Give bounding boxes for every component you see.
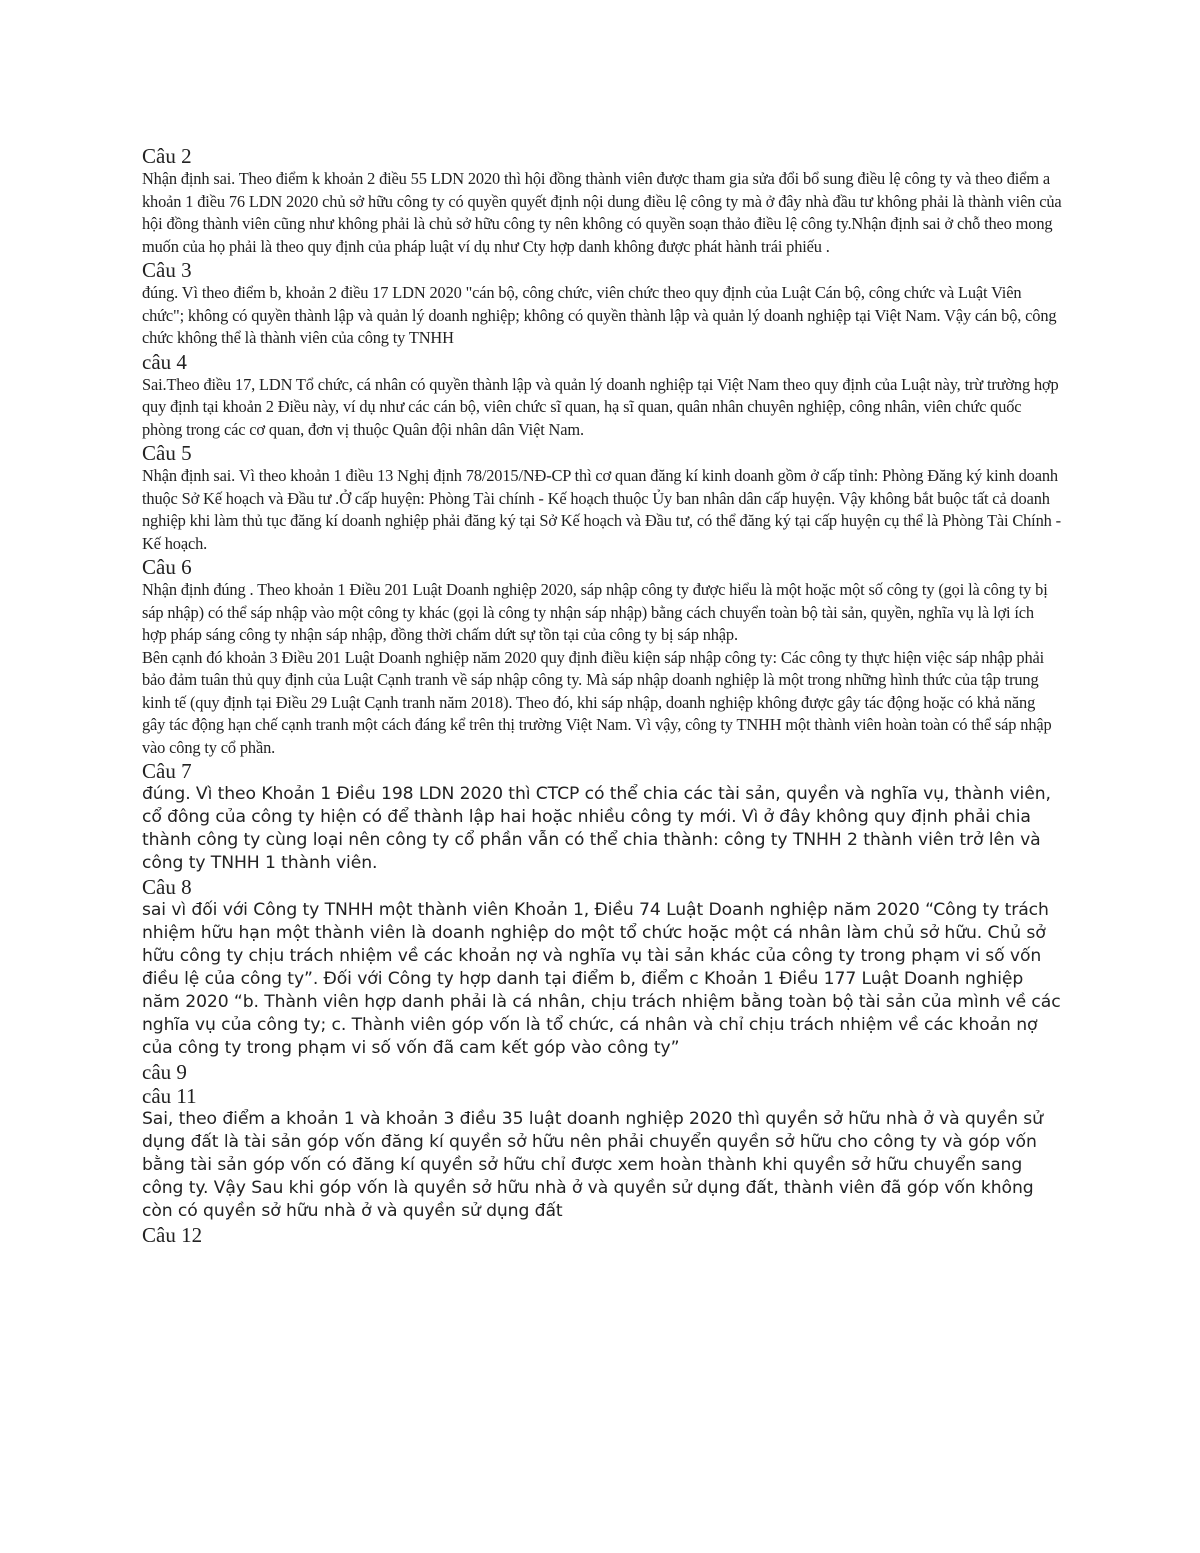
section-paragraph: đúng. Vì theo Khoản 1 Điều 198 LDN 2020 thì CTCP có thể chia các tài sản, quyền và nghĩa vụ, thành viên, cổ đông của công ty hiện có để thành lập hai hoặc nhiều công ty mới. Vì ở đây không quy định phải chia thành công ty cùng loại nên công ty cổ phần vẫn có thể chia thành: công ty TNHH 2 thành viên trở lên và công ty TNHH 1 thành viên. — [142, 784, 1051, 873]
section-cau-11 — [142, 1084, 1062, 1223]
section-cau-4 — [142, 350, 1062, 442]
section-heading: Câu 3 — [142, 258, 192, 282]
section-heading: Câu 2 — [142, 144, 192, 168]
section-cau-8 — [142, 875, 1062, 1060]
document-body — [142, 144, 1062, 1247]
section-paragraph: Bên cạnh đó khoản 3 Điều 201 Luật Doanh nghiệp năm 2020 quy định điều kiện sáp nhập công ty: Các công ty thực hiện việc sáp nhập phải bảo đảm tuân thủ quy định của Luật Cạnh tranh về sáp nhập công ty. Mà sáp nhập doanh nghiệp là một trong những hình thức của tập trung kinh tế (quy định tại Điều 29 Luật Cạnh tranh năm 2018). Theo đó, khi sáp nhập, doanh nghiệp không được gây tác động hoặc có khả năng gây tác động hạn chế cạnh tranh một cách đáng kể trên thị trường Việt Nam. Vì vậy, công ty TNHH một thành viên hoàn toàn có thể sáp nhập vào công ty cổ phần. — [142, 647, 1052, 757]
section-cau-7 — [142, 759, 1062, 875]
section-heading: câu 11 — [142, 1084, 197, 1108]
section-cau-12 — [142, 1223, 1062, 1247]
section-paragraph: Sai, theo điểm a khoản 1 và khoản 3 điều 35 luật doanh nghiệp 2020 thì quyền sở hữu nhà ở và quyền sử dụng đất là tài sản góp vốn đăng kí quyền sở hữu nên phải chuyển quyền sở hữu cho công ty và góp vốn bằng tài sản góp vốn có đăng kí quyền sở hữu chỉ được xem hoàn thành khi quyền sở hữu chuyển sang công ty. Vậy Sau khi góp vốn là quyền sở hữu nhà ở và quyền sử dụng đất, thành viên đã góp vốn không còn có quyền sở hữu nhà ở và quyền sử dụng đất — [142, 1109, 1043, 1221]
section-paragraph: Sai.Theo điều 17, LDN Tổ chức, cá nhân có quyền thành lập và quản lý doanh nghiệp tại Việt Nam theo quy định của Luật này, trừ trường hợp quy định tại khoản 2 Điều này, ví dụ như các cán bộ, viên chức sĩ quan, hạ sĩ quan, quân nhân chuyên nghiệp, công nhân, viên chức quốc phòng trong các cơ quan, đơn vị thuộc Quân đội nhân dân Việt Nam. — [142, 374, 1059, 439]
section-cau-5 — [142, 441, 1062, 555]
section-heading: câu 4 — [142, 349, 187, 374]
section-paragraph: đúng. Vì theo điểm b, khoản 2 điều 17 LDN 2020 "cán bộ, công chức, viên chức theo quy định của Luật Cán bộ, công chức và Luật Viên chức"; không có quyền thành lập và quản lý doanh nghiệp; không có quyền thành lập và quản lý doanh nghiệp tại Việt Nam. Vậy cán bộ, công chức không thể là thành viên của công ty TNHH — [142, 283, 1057, 347]
section-cau-9 — [142, 1060, 1062, 1084]
section-heading: Câu 8 — [142, 875, 192, 899]
section-heading: Câu 6 — [142, 555, 192, 579]
section-heading: Câu 12 — [142, 1223, 203, 1247]
section-paragraph: Nhận định đúng . Theo khoản 1 Điều 201 Luật Doanh nghiệp 2020, sáp nhập công ty được hiểu là một hoặc một số công ty (gọi là công ty bị sáp nhập) có thể sáp nhập vào một công ty khác (gọi là công ty nhận sáp nhập) bằng cách chuyển toàn bộ tài sản, quyền, nghĩa vụ là lợi ích hợp pháp sáng công ty nhận sáp nhập, đồng thời chấm dứt sự tồn tại của công ty bị sáp nhập. — [142, 580, 1048, 644]
section-heading: câu 9 — [142, 1060, 187, 1084]
section-paragraph: Nhận định sai. Theo điểm k khoản 2 điều 55 LDN 2020 thì hội đồng thành viên được tham gia sửa đổi bổ sung điều lệ công ty và theo điểm a khoản 1 điều 76 LDN 2020 chủ sở hữu công ty có quyền quyết định nội dung điều lệ công ty mà ở đây nhà đầu tư không phải là thành viên của hội đồng thành viên cũng như không phải là chủ sở hữu công ty nên không có quyền soạn thảo điều lệ công ty.Nhận định sai ở chỗ theo mong muốn của họ phải là theo quy định của pháp luật ví dụ như Cty hợp danh không được phát hành trái phiếu . — [142, 169, 1062, 256]
section-paragraph: Nhận định sai. Vì theo khoản 1 điều 13 Nghị định 78/2015/NĐ-CP thì cơ quan đăng kí kinh doanh gồm ở cấp tỉnh: Phòng Đăng ký kinh doanh thuộc Sở Kế hoạch và Đầu tư .Ở cấp huyện: Phòng Tài chính - Kế hoạch thuộc Ủy ban nhân dân cấp huyện. Vậy không bắt buộc tất cả doanh nghiệp khi làm thủ tục đăng kí doanh nghiệp phải đăng ký tại Sở Kế hoạch và Đầu tư, có thể đăng ký tại cấp huyện cụ thể là Phòng Tài Chính - Kế hoạch. — [142, 466, 1061, 553]
section-paragraph: sai vì đối với Công ty TNHH một thành viên Khoản 1, Điều 74 Luật Doanh nghiệp năm 2020 “Công ty trách nhiệm hữu hạn một thành viên là doanh nghiệp do một tổ chức hoặc một cá nhân làm chủ sở hữu. Chủ sở hữu công ty chịu trách nhiệm về các khoản nợ và nghĩa vụ tài sản khác của công ty trong phạm vi số vốn điều lệ của công ty”. Đối với Công ty hợp danh tại điểm b, điểm c Khoản 1 Điều 177 Luật Doanh nghiệp năm 2020 “b. Thành viên hợp danh phải là cá nhân, chịu trách nhiệm bằng toàn bộ tài sản của mình về các nghĩa vụ của công ty; c. Thành viên góp vốn là tổ chức, cá nhân và chỉ chịu trách nhiệm về các khoản nợ của công ty trong phạm vi số vốn đã cam kết góp vào công ty” — [142, 900, 1061, 1058]
section-heading: Câu 5 — [142, 441, 192, 465]
section-cau-2 — [142, 144, 1062, 258]
section-heading: Câu 7 — [142, 759, 192, 783]
section-cau-3 — [142, 258, 1062, 350]
section-cau-6 — [142, 555, 1062, 759]
